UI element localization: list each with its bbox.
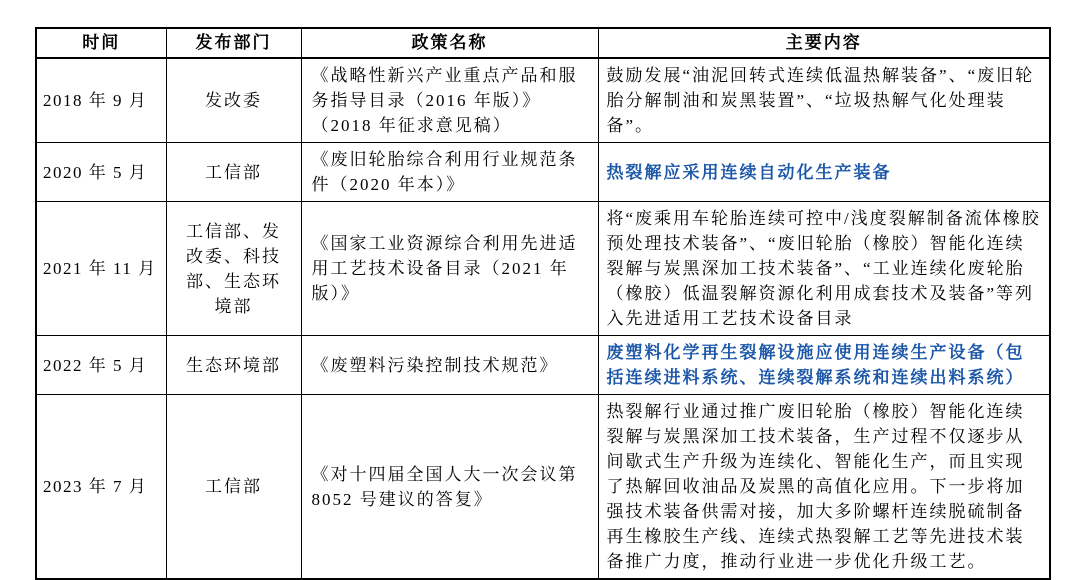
table-header-row — [36, 28, 1050, 58]
policy-name-cell: 《废旧轮胎综合利用行业规范条件（2020 年本）》 — [301, 143, 598, 202]
department-cell: 发改委 — [166, 58, 301, 143]
header-policy-name: 政策名称 — [301, 28, 598, 58]
table-row — [36, 143, 1050, 202]
main-content-cell: 鼓励发展“油泥回转式连续低温热解装备”、“废旧轮胎分解制油和炭黑装置”、“垃圾热解气化处理装备”。 — [598, 58, 1050, 143]
table-row — [36, 58, 1050, 143]
time-cell: 2020 年 5 月 — [36, 143, 166, 202]
main-content-cell: 将“废乘用车轮胎连续可控中/浅度裂解制备流体橡胶预处理技术装备”、“废旧轮胎（橡胶）智能化连续裂解与炭黑深加工技术装备”、“工业连续化废轮胎（橡胶）低温裂解资源化利用成套技术及装备”等列入先进适用工艺技术设备目录 — [598, 202, 1050, 336]
department-cell: 工信部 — [166, 143, 301, 202]
header-department: 发布部门 — [166, 28, 301, 58]
header-time: 时间 — [36, 28, 166, 58]
header-main-content: 主要内容 — [598, 28, 1050, 58]
table-row — [36, 395, 1050, 580]
department-cell: 工信部、发改委、科技部、生态环境部 — [166, 202, 301, 336]
time-cell: 2022 年 5 月 — [36, 336, 166, 395]
policy-table — [35, 27, 1051, 580]
department-cell: 生态环境部 — [166, 336, 301, 395]
table-row — [36, 202, 1050, 336]
policy-name-cell: 《国家工业资源综合利用先进适用工艺技术设备目录（2021 年版）》 — [301, 202, 598, 336]
department-cell: 工信部 — [166, 395, 301, 580]
policy-name-cell: 《对十四届全国人大一次会议第 8052 号建议的答复》 — [301, 395, 598, 580]
time-cell: 2023 年 7 月 — [36, 395, 166, 580]
main-content-cell-highlighted: 废塑料化学再生裂解设施应使用连续生产设备（包括连续进料系统、连续裂解系统和连续出料系统） — [598, 336, 1050, 395]
policy-name-cell: 《废塑料污染控制技术规范》 — [301, 336, 598, 395]
table-row — [36, 336, 1050, 395]
time-cell: 2018 年 9 月 — [36, 58, 166, 143]
time-cell: 2021 年 11 月 — [36, 202, 166, 336]
main-content-cell-highlighted: 热裂解应采用连续自动化生产装备 — [598, 143, 1050, 202]
main-content-cell: 热裂解行业通过推广废旧轮胎（橡胶）智能化连续裂解与炭黑深加工技术装备，生产过程不仅逐步从间歇式生产升级为连续化、智能化生产，而且实现了热解回收油品及炭黑的高值化应用。下一步将加强技术装备供需对接，加大多阶螺杆连续脱硫制备再生橡胶生产线、连续式热裂解工艺等先进技术装备推广力度，推动行业进一步优化升级工艺。 — [598, 395, 1050, 580]
policy-name-cell: 《战略性新兴产业重点产品和服务指导目录（2016 年版）》（2018 年征求意见稿） — [301, 58, 598, 143]
